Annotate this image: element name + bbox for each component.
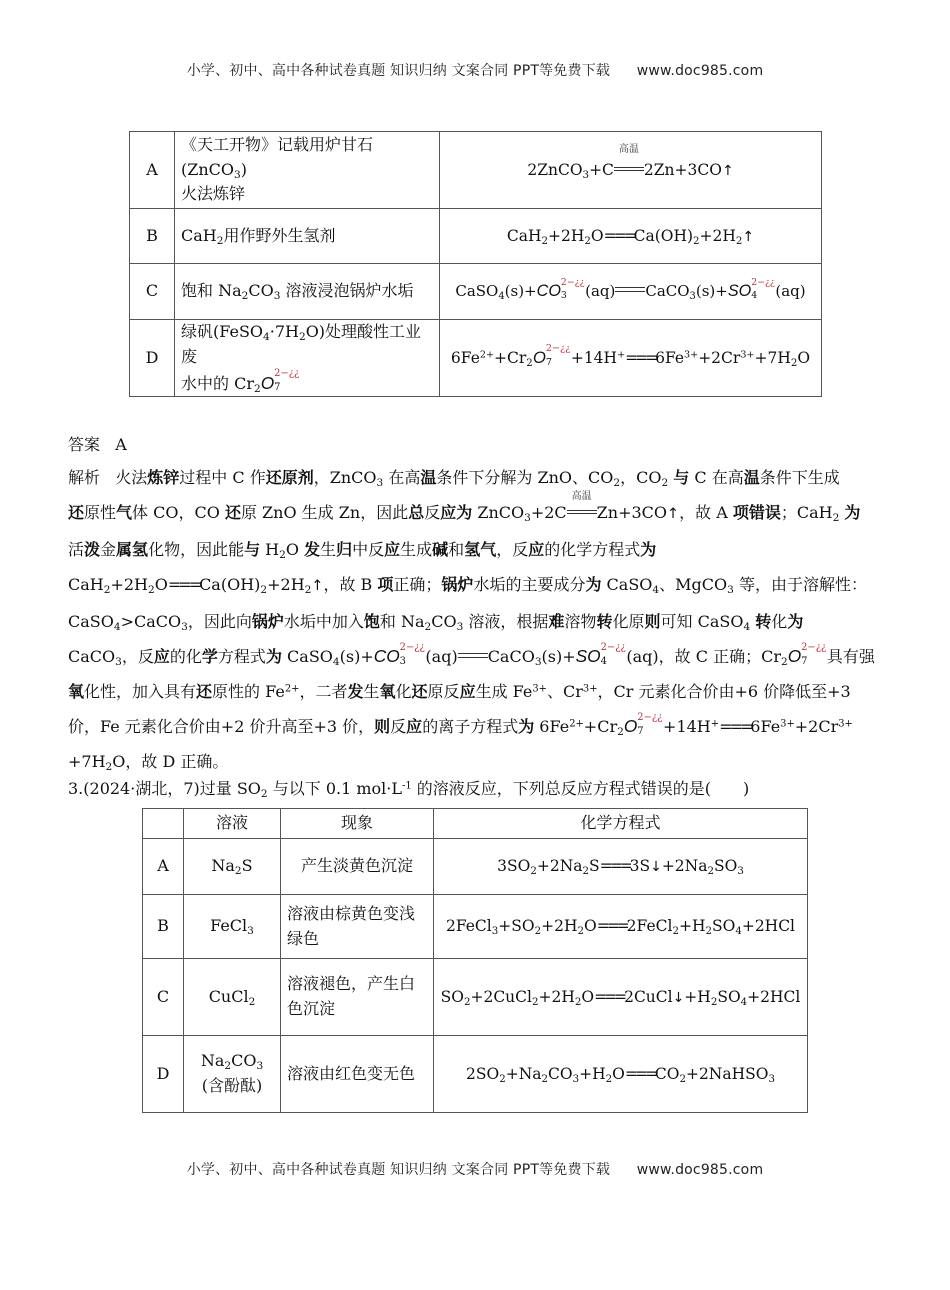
table-row: [130, 320, 822, 397]
phenomenon: 溶液由棕黄色变浅绿色: [281, 895, 434, 959]
equation: $SO_2+2CuCl_2+2H_2O===2CuCl↓+H_2SO_4+2HCl$: [434, 959, 808, 1036]
table-row: [130, 132, 822, 209]
table-row: [143, 1036, 808, 1113]
phenomenon: 溶液由红色变无色: [281, 1036, 434, 1113]
table-row: [143, 959, 808, 1036]
equation: $2FeCl_3+SO_2+2H_2O===2FeCl_2+H_2SO_4+2HCl$: [434, 895, 808, 959]
table-row: [130, 264, 822, 320]
column-header: 化学方程式: [434, 809, 808, 839]
table-row: [143, 839, 808, 895]
phenomenon: 产生淡黄色沉淀: [281, 839, 434, 895]
analysis-paragraph: 解析 火法炼锌过程中 C 作还原剂，ZnCO$_3$ 在高温条件下分解为 ZnO、$CO_2$，$CO_2$ 与 C 在高温条件下生成 还原性气体 CO，CO 还原 ZnO 生成 Zn，因此总反应为 ZnCO$_3$+2C 高温 Zn+3CO↑，故 A 项错误；CaH$_2$ 为 活泼金属氢化物，因此能与 $H_2O$ 发生归中反应生成碱和氢气，反应的化学方程式为 $CaH_2+2H_2O===Ca(OH)_2+2H_2↑$，故 B 项正确；锅炉水垢的主要成分为 CaSO$_4$、MgCO$_3$ 等，由于溶解性： CaSO$_4$>CaCO$_3$，因此向锅炉水垢中加入饱和 $Na_2CO_3$ 溶液，根据难溶物转化原则可知 CaSO$_4$ 转化为 CaCO$_3$，反应的化学方程式为 CaSO$_4$(s)+CO 2−¿¿ 3 (aq) CaCO$_3$(s)+SO 2−¿¿ 4 (aq)，故 C 正确；$Cr_2O$ 2−¿¿ 7 具有强 氧化性，加入具有还原性的 $Fe^{2+}$，二者发生氧化还原反应生成 $Fe^{3+}$、$Cr^{3+}$，Cr 元素化合价由+6 价降低至+3 价，Fe 元素化合价由+2 价升高至+3 价，则反应的离子方程式为 $6Fe^{2+}+Cr_2O$ 2−¿¿ 7 $+14H^+===6Fe^{3+}+2Cr^{3+}$ $+7H_2O$，故 D 正确。: [68, 468, 875, 774]
header-url[interactable]: www.doc985.com: [636, 63, 764, 79]
header-text: 小学、初中、高中各种试卷真题 知识归纳 文案合同 PPT等免费下载: [186, 63, 611, 79]
option-letter: A: [143, 839, 184, 895]
option-equation: CaSO$_4$(s)+CO 2−¿¿ 3 (aq) CaCO$_3$(s)+SO 2−¿¿ 4 (aq): [440, 264, 822, 320]
question-3: 3.(2024·湖北，7)过量 $SO_2$ 与以下 0.1 $mol\cdot L^{-1}$ 的溶液反应，下列总反应方程式错误的是( ): [68, 779, 750, 801]
option-letter: D: [143, 1036, 184, 1113]
option-description: 绿矾$(FeSO_4\cdot 7H_2O)$处理酸性工业废 水中的 $Cr_2O$ 2−¿¿ 7: [175, 320, 440, 397]
question-number: 3.(2024·湖北，7): [68, 779, 200, 798]
option-description: CaH$_2$用作野外生氢剂: [175, 209, 440, 264]
option-letter: B: [143, 895, 184, 959]
answer-value: A: [115, 435, 127, 454]
option-letter: D: [130, 320, 175, 397]
option-equation: $CaH_2+2H_2O===Ca(OH)_2+2H_2↑$: [440, 209, 822, 264]
option-equation: $6Fe^{2+}+Cr_2O$ 2−¿¿ 7 $+14H^+===6Fe^{3+}+2Cr^{3+}+7H_2O$: [440, 320, 822, 397]
footer-url[interactable]: www.doc985.com: [636, 1162, 764, 1178]
table-row: [130, 209, 822, 264]
analysis-label: 解析: [68, 468, 101, 487]
option-letter: C: [130, 264, 175, 320]
phenomenon: 溶液褪色，产生白色沉淀: [281, 959, 434, 1036]
answer-line: [68, 427, 127, 462]
solution: CuCl$_2$: [184, 959, 281, 1036]
reaction-table: [129, 131, 822, 397]
answer-label: 答案: [68, 435, 101, 454]
equation: $2SO_2+Na_2CO_3+H_2O===CO_2+2NaHSO_3$: [434, 1036, 808, 1113]
solution: $Na_2S$: [184, 839, 281, 895]
option-description: 《天工开物》记载用炉甘石(ZnCO$_3$) 火法炼锌: [175, 132, 440, 209]
page-header: [0, 60, 950, 80]
table-row: [143, 895, 808, 959]
column-header: 现象: [281, 809, 434, 839]
solution: FeCl$_3$: [184, 895, 281, 959]
column-header: 溶液: [184, 809, 281, 839]
equation: $3SO_2+2Na_2S===3S↓+2Na_2SO_3$: [434, 839, 808, 895]
column-header: [143, 809, 184, 839]
page-footer: [0, 1159, 950, 1179]
footer-text: 小学、初中、高中各种试卷真题 知识归纳 文案合同 PPT等免费下载: [186, 1162, 611, 1178]
solution: $Na_2CO_3$ (含酚酞): [184, 1036, 281, 1113]
option-letter: B: [130, 209, 175, 264]
table-header-row: [143, 809, 808, 839]
question-table: [142, 808, 808, 1113]
option-letter: C: [143, 959, 184, 1036]
option-description: 饱和 $Na_2CO_3$ 溶液浸泡锅炉水垢: [175, 264, 440, 320]
option-letter: A: [130, 132, 175, 209]
option-equation: 2ZnCO$_3$+C 高温 2Zn+3CO↑: [440, 132, 822, 209]
